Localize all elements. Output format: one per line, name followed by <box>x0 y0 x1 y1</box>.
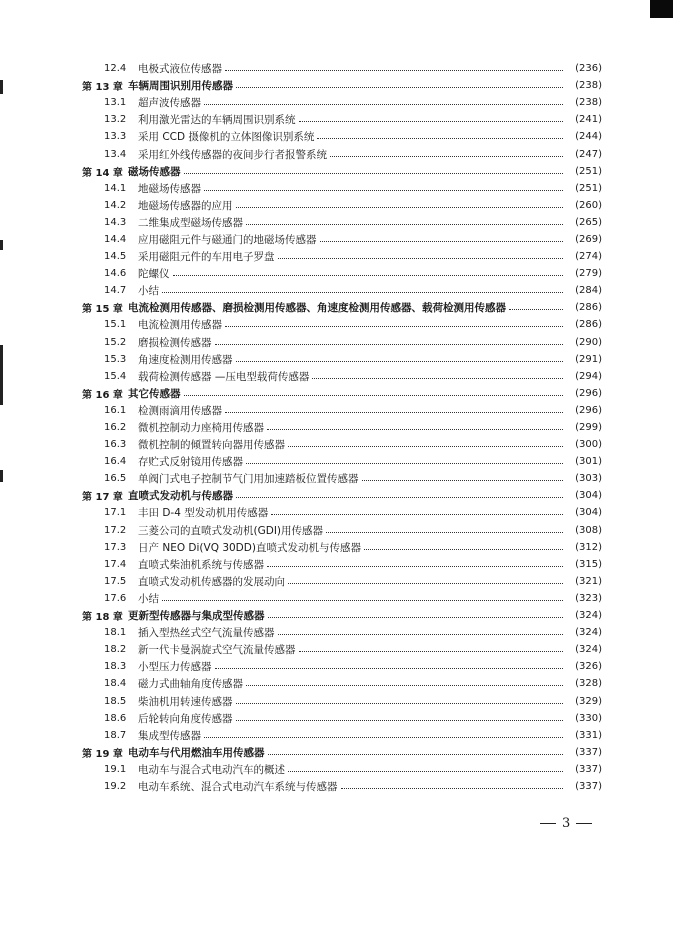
entry-title: 磁力式曲轴角度传感器 <box>138 678 243 691</box>
entry-title: 磨损检测传感器 <box>138 336 212 349</box>
entry-page: (251) <box>575 165 602 177</box>
leader-dots <box>162 292 563 293</box>
toc-section-entry[interactable] <box>82 419 602 436</box>
leader-dots <box>330 156 563 157</box>
leader-dots <box>215 668 564 669</box>
leader-dots <box>225 70 563 71</box>
entry-page: (312) <box>575 541 602 553</box>
toc-section-entry[interactable] <box>82 94 602 111</box>
entry-number: 18.1 <box>104 627 127 639</box>
entry-number: 14.5 <box>104 251 127 263</box>
toc-section-entry[interactable] <box>82 60 602 77</box>
entry-page: (279) <box>575 268 602 280</box>
entry-title: 其它传感器 <box>128 387 181 400</box>
toc-section-entry[interactable] <box>82 692 602 709</box>
toc-section-entry[interactable] <box>82 197 602 214</box>
entry-title: 地磁场传感器 <box>138 182 201 195</box>
entry-title: 存贮式反射镜用传感器 <box>138 456 243 469</box>
leader-dots <box>278 258 564 259</box>
entry-title: 采用 CCD 摄像机的立体图像识别系统 <box>138 131 315 144</box>
entry-number: 17.6 <box>104 592 127 604</box>
entry-title: 集成型传感器 <box>138 729 201 742</box>
leader-dots <box>246 224 563 225</box>
entry-page: (236) <box>575 63 602 75</box>
toc-chapter-entry[interactable] <box>82 385 602 402</box>
entry-title: 微机控制的倾置转向器用传感器 <box>138 439 285 452</box>
toc-chapter-entry[interactable] <box>82 163 602 180</box>
entry-number: 17.5 <box>104 575 127 587</box>
toc-section-entry[interactable] <box>82 470 602 487</box>
toc-section-entry[interactable] <box>82 556 602 573</box>
toc-section-entry[interactable] <box>82 641 602 658</box>
entry-title: 车辆周围识别用传感器 <box>128 80 233 93</box>
toc-section-entry[interactable] <box>82 248 602 265</box>
entry-page: (328) <box>575 678 602 690</box>
entry-page: (326) <box>575 661 602 673</box>
leader-dots <box>204 737 563 738</box>
leader-dots <box>278 634 564 635</box>
leader-dots <box>246 685 563 686</box>
entry-number: 第 19 章 <box>82 748 123 760</box>
leader-dots <box>204 104 563 105</box>
leader-dots <box>326 532 563 533</box>
toc-section-entry[interactable] <box>82 453 602 470</box>
toc-section-entry[interactable] <box>82 539 602 556</box>
toc-section-entry[interactable] <box>82 128 602 145</box>
entry-title: 电流检测用传感器、磨损检测用传感器、角速度检测用传感器、载荷检测用传感器 <box>128 302 506 315</box>
entry-number: 18.5 <box>104 695 127 707</box>
entry-page: (251) <box>575 182 602 194</box>
entry-number: 16.4 <box>104 456 127 468</box>
entry-title: 采用红外线传感器的夜间步行者报警系统 <box>138 148 327 161</box>
leader-dots <box>268 617 564 618</box>
entry-number: 12.4 <box>104 63 127 75</box>
entry-number: 14.2 <box>104 199 127 211</box>
entry-page: (337) <box>575 780 602 792</box>
entry-number: 第 15 章 <box>82 304 123 316</box>
entry-page: (265) <box>575 216 602 228</box>
entry-title: 小结 <box>138 592 159 605</box>
toc-section-entry[interactable] <box>82 231 602 248</box>
leader-dots <box>236 207 564 208</box>
entry-page: (303) <box>575 473 602 485</box>
entry-number: 18.7 <box>104 729 127 741</box>
entry-number: 13.2 <box>104 114 127 126</box>
toc-section-entry[interactable] <box>82 402 602 419</box>
leader-dots <box>364 549 563 550</box>
leader-dots <box>184 395 564 396</box>
entry-number: 第 13 章 <box>82 82 123 94</box>
entry-number: 13.4 <box>104 148 127 160</box>
entry-title: 日产 NEO Di(VQ 30DD)直喷式发动机与传感器 <box>138 541 361 554</box>
entry-number: 19.1 <box>104 763 127 775</box>
leader-dots <box>288 583 563 584</box>
toc-section-entry[interactable] <box>82 710 602 727</box>
leader-dots <box>320 241 564 242</box>
leader-dots <box>173 275 564 276</box>
toc-chapter-entry[interactable] <box>82 744 602 761</box>
scan-margin-mark <box>0 345 3 405</box>
toc-chapter-entry[interactable] <box>82 607 602 624</box>
entry-page: (274) <box>575 251 602 263</box>
entry-number: 第 18 章 <box>82 612 123 624</box>
entry-number: 15.3 <box>104 353 127 365</box>
entry-number: 13.1 <box>104 97 127 109</box>
toc-section-entry[interactable] <box>82 265 602 282</box>
toc-section-entry[interactable] <box>82 778 602 795</box>
leader-dots <box>236 703 564 704</box>
entry-title: 更新型传感器与集成型传感器 <box>128 610 265 623</box>
leader-dots <box>236 497 563 498</box>
toc-section-entry[interactable] <box>82 368 602 385</box>
leader-dots <box>341 788 564 789</box>
entry-number: 17.3 <box>104 541 127 553</box>
entry-page: (296) <box>575 387 602 399</box>
leader-dots <box>215 344 564 345</box>
entry-title: 新一代卡曼涡旋式空气流量传感器 <box>138 644 296 657</box>
leader-dots <box>271 514 563 515</box>
entry-title: 超声波传感器 <box>138 97 201 110</box>
toc-section-entry[interactable] <box>82 522 602 539</box>
entry-title: 磁场传感器 <box>128 165 181 178</box>
entry-page: (324) <box>575 610 602 622</box>
entry-title: 小结 <box>138 285 159 298</box>
entry-number: 17.4 <box>104 558 127 570</box>
entry-title: 陀螺仪 <box>138 268 170 281</box>
entry-title: 角速度检测用传感器 <box>138 353 233 366</box>
entry-title: 后轮转向角度传感器 <box>138 712 233 725</box>
entry-title: 电动车与代用燃油车用传感器 <box>128 746 265 759</box>
entry-number: 16.5 <box>104 473 127 485</box>
entry-page: (286) <box>575 319 602 331</box>
toc-section-entry[interactable] <box>82 334 602 351</box>
entry-page: (238) <box>575 80 602 92</box>
entry-title: 载荷检测传感器 —压电型载荷传感器 <box>138 370 310 383</box>
entry-number: 17.2 <box>104 524 127 536</box>
entry-page: (315) <box>575 558 602 570</box>
page-number-text: 3 <box>562 816 571 831</box>
leader-dots <box>225 326 563 327</box>
entry-number: 16.1 <box>104 404 127 416</box>
leader-dots <box>268 754 564 755</box>
entry-title: 电流检测用传感器 <box>138 319 222 332</box>
page-number <box>534 816 598 831</box>
entry-number: 14.1 <box>104 182 127 194</box>
toc-section-entry[interactable] <box>82 727 602 744</box>
entry-number: 第 17 章 <box>82 492 123 504</box>
toc-section-entry[interactable] <box>82 180 602 197</box>
toc-section-entry[interactable] <box>82 573 602 590</box>
entry-page: (241) <box>575 114 602 126</box>
toc-chapter-entry[interactable] <box>82 299 602 316</box>
entry-page: (324) <box>575 627 602 639</box>
entry-title: 插入型热丝式空气流量传感器 <box>138 627 275 640</box>
entry-page: (337) <box>575 746 602 758</box>
entry-title: 小型压力传感器 <box>138 661 212 674</box>
entry-number: 19.2 <box>104 780 127 792</box>
entry-page: (330) <box>575 712 602 724</box>
leader-dots <box>299 651 564 652</box>
entry-page: (286) <box>575 302 602 314</box>
entry-number: 13.3 <box>104 131 127 143</box>
entry-number: 18.6 <box>104 712 127 724</box>
entry-page: (331) <box>575 729 602 741</box>
entry-page: (304) <box>575 490 602 502</box>
entry-page: (284) <box>575 285 602 297</box>
toc-section-entry[interactable] <box>82 214 602 231</box>
leader-dots <box>236 720 564 721</box>
entry-number: 16.3 <box>104 439 127 451</box>
scan-margin-mark <box>0 80 3 94</box>
entry-title: 二维集成型磁场传感器 <box>138 216 243 229</box>
toc-section-entry[interactable] <box>82 590 602 607</box>
entry-title: 微机控制动力座椅用传感器 <box>138 422 264 435</box>
entry-title: 应用磁阻元件与磁通门的地磁场传感器 <box>138 233 317 246</box>
entry-number: 18.3 <box>104 661 127 673</box>
toc-section-entry[interactable] <box>82 675 602 692</box>
toc-section-entry[interactable] <box>82 658 602 675</box>
entry-number: 第 14 章 <box>82 167 123 179</box>
entry-number: 18.4 <box>104 678 127 690</box>
entry-page: (308) <box>575 524 602 536</box>
entry-page: (323) <box>575 592 602 604</box>
scan-margin-mark <box>0 240 3 250</box>
toc-chapter-entry[interactable] <box>82 487 602 504</box>
entry-title: 丰田 D-4 型发动机用传感器 <box>138 507 269 520</box>
leader-dots <box>299 121 564 122</box>
leader-dots <box>288 771 563 772</box>
entry-page: (260) <box>575 199 602 211</box>
entry-number: 16.2 <box>104 422 127 434</box>
toc-section-entry[interactable] <box>82 351 602 368</box>
toc-section-entry[interactable] <box>82 145 602 162</box>
entry-title: 利用激光雷达的车辆周围识别系统 <box>138 114 296 127</box>
leader-dots <box>236 361 564 362</box>
table-of-contents <box>82 60 602 795</box>
entry-number: 14.6 <box>104 268 127 280</box>
scan-edge-mark <box>650 0 673 18</box>
toc-section-entry[interactable] <box>82 761 602 778</box>
entry-number: 18.2 <box>104 644 127 656</box>
leader-dots <box>317 138 563 139</box>
entry-title: 检测雨滴用传感器 <box>138 404 222 417</box>
entry-title: 直喷式柴油机系统与传感器 <box>138 558 264 571</box>
entry-page: (296) <box>575 404 602 416</box>
leader-dots <box>267 566 563 567</box>
leader-dots <box>184 173 564 174</box>
entry-page: (294) <box>575 370 602 382</box>
entry-title: 电动车与混合式电动汽车的概述 <box>138 763 285 776</box>
toc-section-entry[interactable] <box>82 624 602 641</box>
entry-title: 采用磁阻元件的车用电子罗盘 <box>138 251 275 264</box>
entry-page: (300) <box>575 439 602 451</box>
scan-margin-mark <box>0 470 3 482</box>
entry-number: 第 16 章 <box>82 389 123 401</box>
entry-title: 地磁场传感器的应用 <box>138 199 233 212</box>
entry-number: 15.2 <box>104 336 127 348</box>
leader-dots <box>236 87 563 88</box>
entry-number: 14.3 <box>104 216 127 228</box>
leader-dots <box>246 463 563 464</box>
entry-page: (329) <box>575 695 602 707</box>
entry-page: (304) <box>575 507 602 519</box>
entry-title: 单阀门式电子控制节气门用加速踏板位置传感器 <box>138 473 359 486</box>
entry-title: 电动车系统、混合式电动汽车系统与传感器 <box>138 780 338 793</box>
leader-dots <box>288 446 563 447</box>
toc-section-entry[interactable] <box>82 111 602 128</box>
leader-dots <box>267 429 563 430</box>
entry-page: (238) <box>575 97 602 109</box>
entry-page: (269) <box>575 233 602 245</box>
entry-page: (247) <box>575 148 602 160</box>
entry-number: 15.1 <box>104 319 127 331</box>
entry-page: (244) <box>575 131 602 143</box>
entry-page: (301) <box>575 456 602 468</box>
entry-title: 三菱公司的直喷式发动机(GDI)用传感器 <box>138 524 324 537</box>
entry-number: 17.1 <box>104 507 127 519</box>
entry-page: (324) <box>575 644 602 656</box>
entry-number: 14.4 <box>104 233 127 245</box>
leader-dots <box>362 480 564 481</box>
entry-page: (291) <box>575 353 602 365</box>
toc-section-entry[interactable] <box>82 436 602 453</box>
entry-title: 柴油机用转速传感器 <box>138 695 233 708</box>
leader-dots <box>162 600 563 601</box>
toc-section-entry[interactable] <box>82 282 602 299</box>
entry-page: (290) <box>575 336 602 348</box>
entry-title: 直喷式发动机与传感器 <box>128 490 233 503</box>
leader-dots <box>204 190 563 191</box>
entry-title: 电极式液位传感器 <box>138 63 222 76</box>
toc-chapter-entry[interactable] <box>82 77 602 94</box>
leader-dots <box>509 309 563 310</box>
toc-section-entry[interactable] <box>82 504 602 521</box>
leader-dots <box>225 412 563 413</box>
leader-dots <box>312 378 563 379</box>
entry-page: (321) <box>575 575 602 587</box>
entry-title: 直喷式发动机传感器的发展动向 <box>138 575 285 588</box>
toc-section-entry[interactable] <box>82 316 602 333</box>
entry-page: (337) <box>575 763 602 775</box>
entry-number: 14.7 <box>104 285 127 297</box>
entry-number: 15.4 <box>104 370 127 382</box>
entry-page: (299) <box>575 422 602 434</box>
